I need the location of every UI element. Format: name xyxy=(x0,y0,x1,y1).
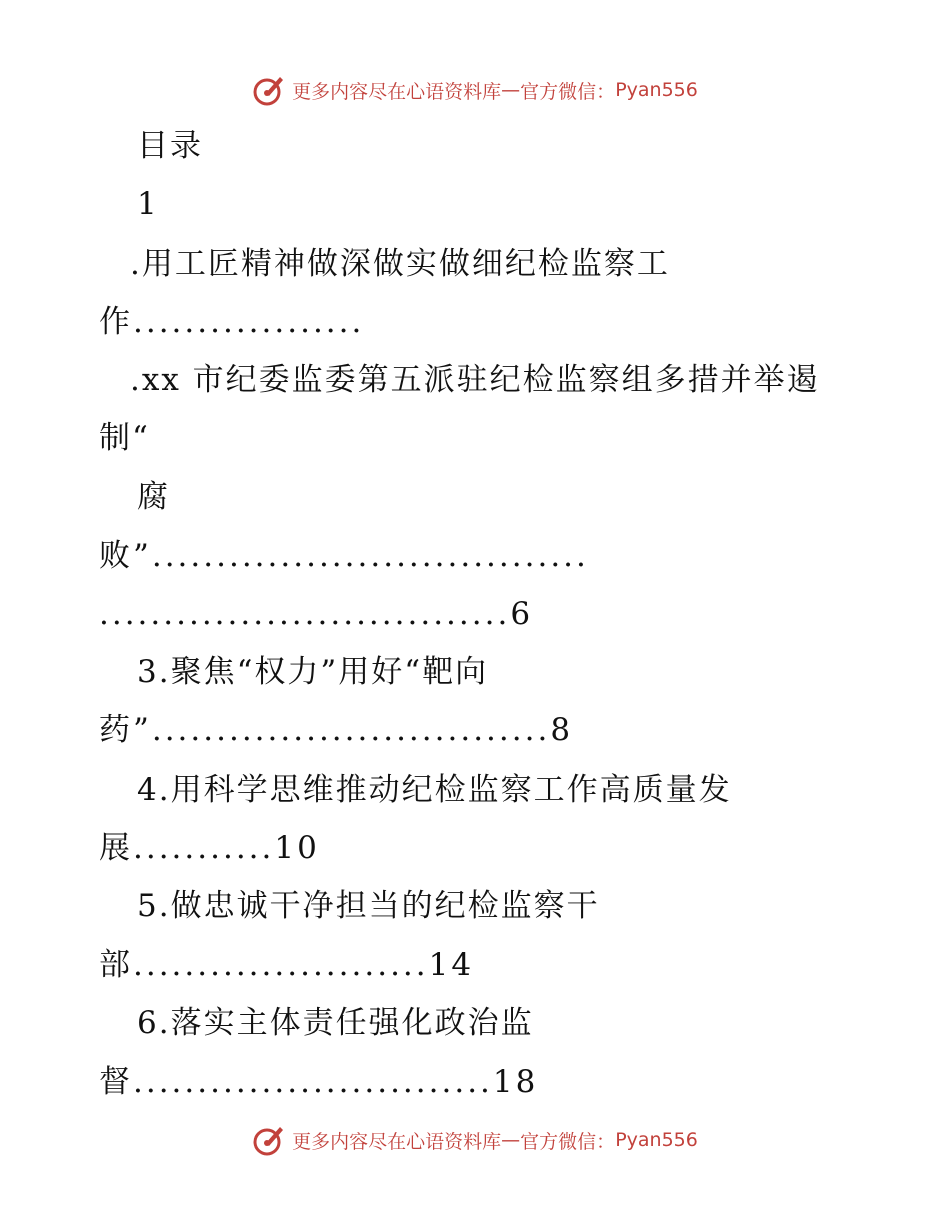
toc-entry-6-leader: 督............................18 xyxy=(99,1064,539,1100)
toc-entry-5-leader: 部.......................14 xyxy=(99,947,475,983)
banner-wechat-handle: Pyan556 xyxy=(615,1129,698,1151)
banner-brand-text: 更多内容尽在心语资料库 xyxy=(292,80,502,103)
toc-entry-2-leader: 败”.................................. xyxy=(99,538,589,574)
toc-entry-1-title: .用工匠精神做深做实做细纪检监察工 xyxy=(130,246,670,282)
banner-wechat-label: 官方微信： xyxy=(520,80,616,103)
pen-logo-icon xyxy=(252,1123,286,1157)
header-watermark-banner xyxy=(0,70,950,110)
toc-entry-6-title: 6.落实主体责任强化政治监 xyxy=(137,1005,534,1041)
pen-logo-icon xyxy=(252,73,286,107)
toc-heading: 目录 xyxy=(137,128,203,164)
toc-entry-4-title: 4.用科学思维推动纪检监察工作高质量发 xyxy=(137,772,732,808)
footer-watermark-banner xyxy=(0,1120,950,1160)
toc-entry-2-title: .xx 市纪委监委第五派驻纪检监察组多措并举遏 xyxy=(130,362,820,398)
banner-brand-text: 更多内容尽在心语资料库 xyxy=(292,1130,502,1153)
toc-entry-4-leader: 展...........10 xyxy=(99,830,320,866)
toc-number: 1 xyxy=(137,186,159,222)
toc-entry-2-title-cont-2: 腐 xyxy=(137,479,170,515)
banner-wechat-handle: Pyan556 xyxy=(615,79,698,101)
banner-dash: — xyxy=(501,79,521,101)
toc-entry-1-leader: 作.................. xyxy=(99,304,365,340)
banner-wechat-label: 官方微信： xyxy=(520,1130,616,1153)
toc-entry-2-leader-page: ................................6 xyxy=(99,596,534,632)
toc-entry-5-title: 5.做忠诚干净担当的纪检监察干 xyxy=(137,888,600,924)
banner-dash: — xyxy=(501,1129,521,1151)
toc-entry-3-leader: 药”...............................8 xyxy=(99,712,574,748)
toc-entry-2-title-cont: 制“ xyxy=(99,420,150,456)
toc-entry-3-title: 3.聚焦“权力”用好“靶向 xyxy=(137,654,489,690)
